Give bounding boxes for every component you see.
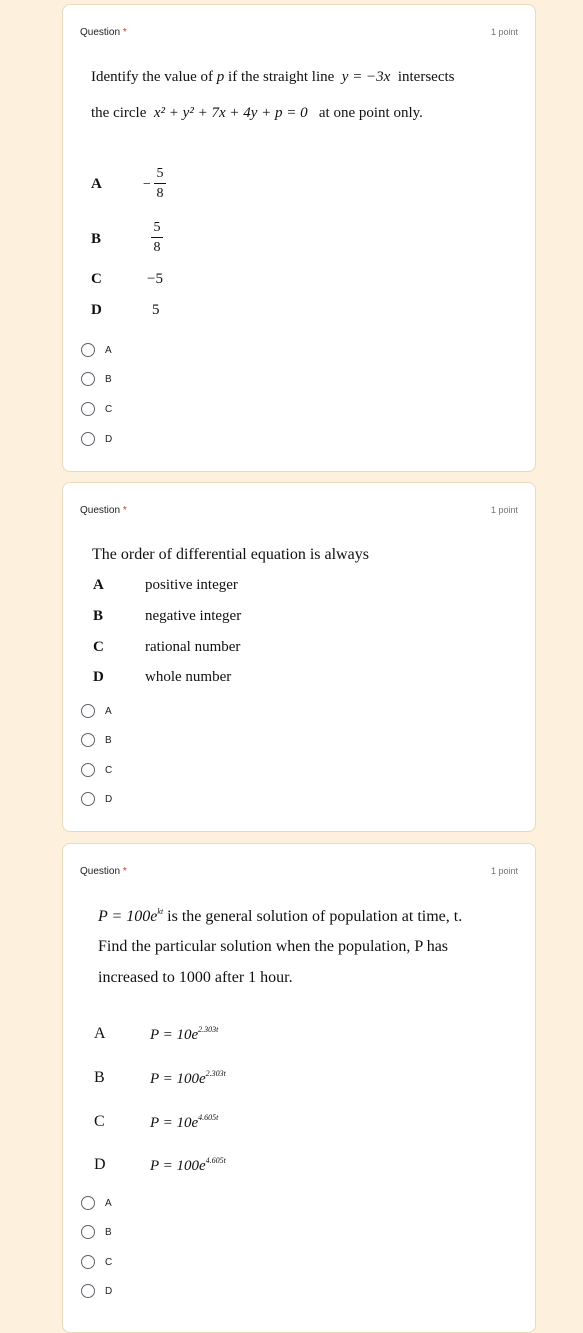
radio-circle[interactable] (81, 372, 95, 386)
option-a-fraction: 5 8 (154, 166, 166, 201)
radio-circle[interactable] (81, 1284, 95, 1298)
radio-circle[interactable] (81, 432, 95, 446)
radio-circle[interactable] (81, 733, 95, 747)
option-letter-c: C (94, 1113, 105, 1130)
required-star: * (122, 27, 127, 38)
option-a-equation: $P = 10e^{2.303t}$ (150, 1025, 219, 1043)
option-c-equation: $P = 10e^{4.605t}$ (150, 1113, 219, 1131)
radio-circle[interactable] (81, 1225, 95, 1239)
question-card-3 (62, 843, 536, 1333)
option-d-equation: $P = 100e^{4.605t}$ (150, 1156, 226, 1174)
radio-circle[interactable] (81, 763, 95, 777)
option-letter-b: B (91, 231, 102, 247)
question-stem-line-2: Find the particular solution when the population, P has (98, 938, 449, 955)
points-label: 1 point (490, 27, 518, 37)
question-label: Question * (80, 505, 127, 516)
question-card-2 (62, 482, 536, 832)
option-letter-d: D (91, 302, 102, 318)
question-stem-line-2: the circle x² + y² + 7x + 4y + p = 0 at one point only. (91, 105, 423, 121)
radio-choice-b[interactable]: B (81, 730, 112, 750)
question-label: Question * (80, 27, 127, 38)
option-letter-a: A (93, 577, 104, 593)
question-stem-line-1: $P = 100e^{kt}$ is the general solution of population at time, t. (98, 907, 463, 925)
option-c-text: rational number (145, 639, 241, 655)
radio-choice-a[interactable]: A (81, 1193, 112, 1213)
option-letter-b: B (93, 608, 104, 624)
option-d-text: whole number (145, 669, 232, 685)
points-label: 1 point (490, 866, 518, 876)
option-letter-a: A (94, 1025, 106, 1042)
radio-circle[interactable] (81, 1255, 95, 1269)
radio-choice-c[interactable]: C (81, 399, 112, 419)
radio-choice-b[interactable]: B (81, 1222, 112, 1242)
option-letter-c: C (93, 639, 104, 655)
radio-circle[interactable] (81, 792, 95, 806)
question-stem: The order of differential equation is always (92, 546, 369, 563)
radio-choice-a[interactable]: A (81, 701, 112, 721)
radio-circle[interactable] (81, 1196, 95, 1210)
option-letter-d: D (93, 669, 104, 685)
question-stem-line-3: increased to 1000 after 1 hour. (98, 969, 293, 986)
radio-choice-c[interactable]: C (81, 760, 112, 780)
radio-choice-b[interactable]: B (81, 369, 112, 389)
question-stem-line-1: Identify the value of p if the straight line y = −3x intersects (91, 69, 455, 85)
question-card-1 (62, 4, 536, 472)
radio-choice-a[interactable]: A (81, 340, 112, 360)
required-star: * (122, 505, 127, 516)
radio-choice-d[interactable]: D (81, 429, 112, 449)
option-d-value: 5 (152, 302, 160, 318)
option-a-text: positive integer (145, 577, 238, 593)
option-b-text: negative integer (145, 608, 242, 624)
radio-choice-d[interactable]: D (81, 789, 112, 809)
option-letter-b: B (94, 1069, 105, 1086)
radio-choice-c[interactable]: C (81, 1252, 112, 1272)
required-star: * (122, 866, 127, 877)
option-b-fraction: 5 8 (151, 220, 163, 255)
radio-circle[interactable] (81, 704, 95, 718)
radio-circle[interactable] (81, 343, 95, 357)
option-letter-c: C (91, 271, 102, 287)
option-a-sign: − (143, 177, 151, 192)
option-c-value: −5 (147, 271, 163, 287)
option-letter-d: D (94, 1156, 106, 1173)
points-label: 1 point (490, 505, 518, 515)
radio-choice-d[interactable]: D (81, 1281, 112, 1301)
option-letter-a: A (91, 176, 102, 192)
question-label: Question * (80, 866, 127, 877)
option-b-equation: $P = 100e^{2.303t}$ (150, 1069, 226, 1087)
radio-circle[interactable] (81, 402, 95, 416)
